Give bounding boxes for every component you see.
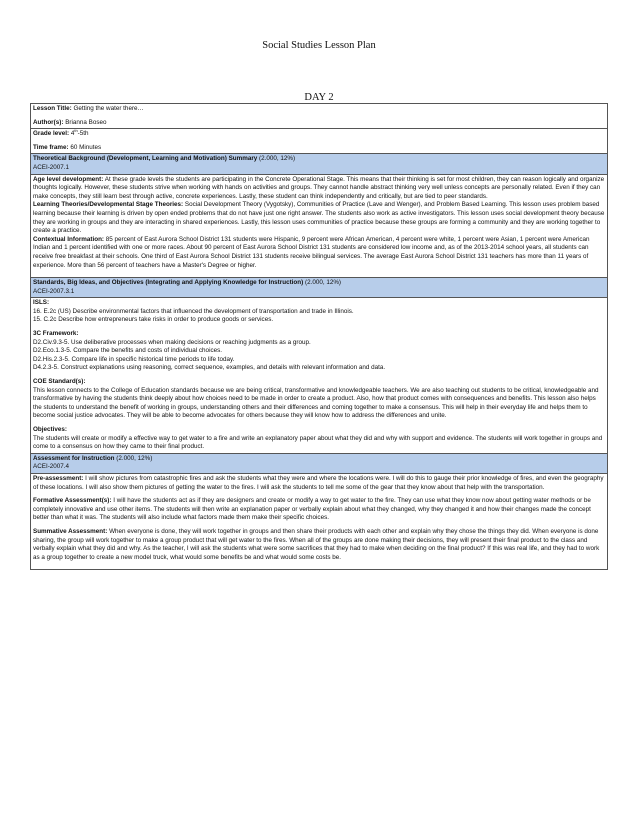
meta-cell-title: [31, 104, 608, 129]
summative-assessment-text: When everyone is done, they will work together in groups and then share their products with each other and explain why they chose the things they did. When everyone is done sharing, the group will work together to make a group product that will get water to the fires. When all of the groups are done making their decisions, they will present their final product to the class and verbally explain what they did and why. As the teacher, I will ask the students what were some sacrifices that they had to make when deciding on the final product? If this was real life, and they had to work as a group together to create a new model truck, what would some benefits be and what would some costs be.: [33, 527, 600, 561]
isls-label: ISLS:: [33, 299, 50, 307]
meta-row-grade: [31, 129, 608, 154]
lesson-title-label: Lesson Title:: [33, 105, 72, 112]
day-heading: DAY 2: [304, 92, 334, 103]
theories-text: Social Development Theory (Vygotsky), Communities of Practice (Lave and Wenger), and Problem Based Learning. This lesson uses problem based learning because their learning is driven by open ended problems that do not have just one right answer. The students also work as active investigators. This lesson uses social development theory because they are working in groups and they are interacting in shared experiences. Lastly, this lesson uses communities of practice because these groups are forming a community and they are working together to create a practice.: [33, 201, 605, 235]
c3-item: D2.His.2.3-5. Compare life in specific historical time periods to life today.: [33, 355, 235, 363]
coe-text: This lesson connects to the College of Education standards because we are being critical, transformative and knowledgeable teachers. We are also teaching out students to be critical, knowledgeable and transformative by having the students think deeply about how choices need to be made in order to create a product. Also, how that product comes with consequences and benefits. This lesson also helps the students to understand the benefit of working in groups, understanding others and their differences and coming together to make a consensus. This will help in their everyday life and helps them to become social justice advocates. They will be able to become advocates for others because they will know how to address the differences and unite.: [33, 386, 599, 420]
lesson-title-value: Getting the water there…: [73, 105, 144, 112]
section-header-standards-cell: [31, 278, 608, 298]
coe-label: COE Standard(s):: [33, 378, 86, 386]
grade-label: Grade level:: [33, 130, 70, 138]
grade-value: 4th-5th: [70, 128, 89, 138]
objectives-label: Objectives:: [33, 426, 67, 433]
objectives-text: The students will create or modify a effective way to get water to a fire and write an explanatory paper about what they did and why with support and evidence. The students will work together in groups and come to a consensus on how they came to their final product.: [33, 434, 603, 451]
lesson-plan-table: [30, 103, 608, 570]
theories-label: Learning Theories/Developmental Stage Theories:: [33, 201, 184, 209]
age-text: At these grade levels the students are participating in the Concrete Operational Stage. This means that their thinking is set for most children, they can reason logically and organize thoughts logically. However, these students strive when working with hands on activities and groups. They cannot handle abstract thinking very well unless concepts are personally related. Even if they can make concepts, they still learn best through active, concrete experiences. Lastly, these student can think independently and critically, but are tied to peer standards.: [33, 175, 605, 200]
section-body-assessment: [31, 473, 608, 569]
section-code: ACEI-2007.4: [33, 463, 70, 471]
context-text: 85 percent of East Aurora School District 131 students were Hispanic, 9 percent were African American, 4 percent were white, 1 percent were Asian, 1 percent were American Indian and 1 percent identified with one or more races. About 90 percent of East Aurora School District 131 students are considered low income and, as of the 2013-2014 school years, all students can receive free breakfast at their schools. One third of East Aurora School District 131 students receive bilingual services. The average East Aurora School District 131 teachers has more than 11 years of experience. More than 56 percent of teachers have a Master's Degree or higher.: [33, 235, 590, 269]
section-body-standards: [31, 298, 608, 454]
author-value: Brianna Boseo: [65, 118, 107, 126]
age-label: Age level development:: [33, 175, 104, 183]
context-label: Contextual Information:: [33, 235, 105, 243]
meta-cell-grade: [31, 129, 608, 154]
summative-assessment-label: Summative Assessment:: [33, 527, 108, 535]
section-body-standards-cell: [31, 298, 608, 454]
c3-item: D2.Civ.9.3-5. Use deliberative processes when making decisions or reaching judgments as a group.: [33, 338, 311, 346]
section-title: Assessment for Instruction: [33, 454, 115, 462]
section-code: ACEI-2007.1: [33, 163, 70, 171]
formative-assessment-text: I will have the students act as if they are designers and create or modify a way to get water to the fire. They can use what they know now about getting water methods or be completely innovative and use other items. The students will then write an explanation paper or verbally explain about what they changed, why they changed it and how their changes made the concept better than what it was. The students will also include what factors made them make their specific choices.: [33, 497, 591, 522]
pre-assessment-text: I will show pictures from catastrophic fires and ask the students what they were and where the locations were. I will do this to gauge their prior knowledge of fires, and even the geography of these locations. I will also show them pictures of getting the water to the fires. I will ask the students to tell me some of the gear that they know about that help with the transportation.: [33, 474, 604, 491]
section-header-theory: [31, 154, 608, 174]
section-body-theory: [31, 174, 608, 278]
time-label: Time frame:: [33, 143, 69, 151]
c3-item: D4.2.3-5. Construct explanations using reasoning, correct sequence, examples, and details with relevant information and data.: [33, 364, 386, 372]
section-header-assessment: [31, 453, 608, 473]
section-weight: (2.000, 12%): [259, 155, 296, 163]
section-header-theory-cell: [31, 154, 608, 174]
section-weight: (2.000, 12%): [304, 279, 342, 287]
c3-item: D2.Eco.1.3-5. Compare the benefits and costs of individual choices.: [33, 347, 223, 355]
section-title: Standards, Big Ideas, and Objectives (Integrating and Applying Knowledge for Instruction): [33, 279, 304, 287]
section-header-assessment-cell: [31, 453, 608, 473]
meta-row-title: [31, 104, 608, 129]
section-header-standards: [31, 278, 608, 298]
formative-assessment-label: Formative Assessment(s):: [33, 497, 112, 505]
section-weight: (2.000, 12%): [116, 454, 153, 462]
isls-item: 16. E.2c (US) Describe environmental factors that influenced the development of transportation and trade in Illinois.: [33, 307, 354, 315]
c3-label: 3C Framework:: [33, 330, 79, 338]
section-code: ACEI-2007.3.1: [33, 287, 75, 295]
author-label: Author(s):: [33, 118, 64, 126]
section-title: Theoretical Background (Development, Learning and Motivation) Summary: [33, 155, 258, 163]
document-title: Social Studies Lesson Plan: [262, 40, 376, 51]
time-value: 60 Minutes: [70, 143, 102, 151]
isls-item: 15. C.2c Describe how entrepreneurs take risks in order to produce goods or services.: [33, 316, 274, 324]
section-body-assessment-cell: [31, 473, 608, 569]
pre-assessment-label: Pre-assessment:: [33, 474, 84, 482]
section-body-theory-cell: [31, 174, 608, 278]
